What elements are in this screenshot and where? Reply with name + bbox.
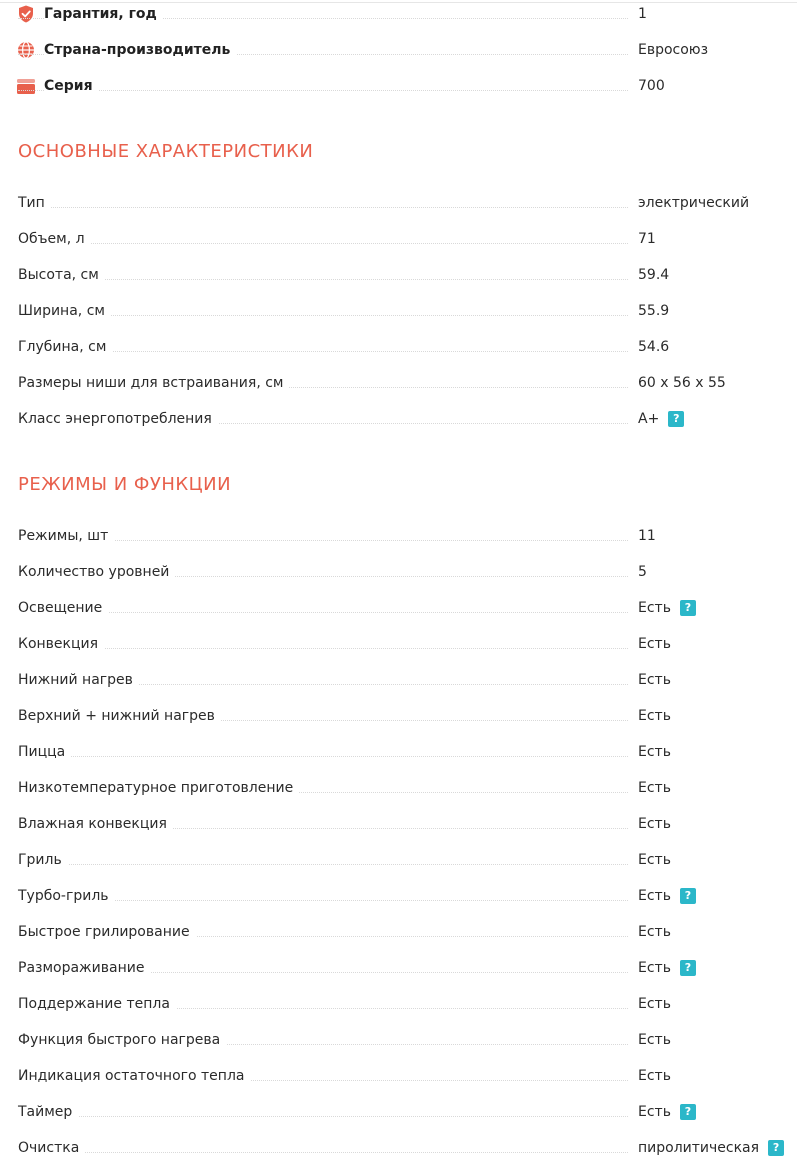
dotted-leader	[18, 279, 628, 280]
spec-row	[0, 921, 797, 943]
spec-label: Ширина, см	[18, 300, 111, 322]
spec-row-country	[0, 39, 797, 61]
spec-row	[0, 1101, 797, 1123]
spec-value: 1	[638, 6, 647, 22]
spec-value: Есть	[638, 636, 671, 652]
dotted-leader	[18, 1116, 628, 1117]
spec-label: Размеры ниши для встраивания, см	[18, 372, 289, 394]
spec-row	[0, 228, 797, 250]
spec-row	[0, 741, 797, 763]
spec-value: Есть	[638, 780, 671, 796]
spec-row-series	[0, 75, 797, 97]
spec-label: Конвекция	[18, 633, 104, 655]
spec-label: Глубина, см	[18, 336, 112, 358]
spec-label: Таймер	[18, 1101, 78, 1123]
spec-row	[0, 300, 797, 322]
dotted-leader	[18, 864, 628, 865]
spec-label: Режимы, шт	[18, 525, 114, 547]
dotted-leader	[18, 243, 628, 244]
dotted-leader	[18, 648, 628, 649]
spec-value: Есть ?	[638, 957, 696, 979]
spec-row	[0, 633, 797, 655]
spec-value: 55.9	[638, 303, 670, 319]
spec-row	[0, 264, 797, 286]
spec-row	[0, 669, 797, 691]
spec-row	[0, 777, 797, 799]
spec-row	[0, 705, 797, 727]
dotted-leader	[18, 207, 628, 208]
spec-value: Есть	[638, 672, 671, 688]
spec-row	[0, 408, 797, 430]
help-icon[interactable]: ?	[768, 1140, 784, 1156]
spec-value: Есть ?	[638, 885, 696, 907]
spec-label: Количество уровней	[18, 561, 175, 583]
spec-row	[0, 993, 797, 1015]
spec-row	[0, 372, 797, 394]
spec-value: Есть ?	[638, 597, 696, 619]
spec-row	[0, 849, 797, 871]
series-icon	[16, 77, 36, 95]
spec-value: 59.4	[638, 267, 670, 283]
spec-row	[0, 192, 797, 214]
spec-label: Тип	[18, 192, 51, 214]
section-heading-main-specs: ОСНОВНЫЕ ХАРАКТЕРИСТИКИ	[18, 141, 314, 162]
spec-row	[0, 1137, 797, 1159]
spec-value: Есть	[638, 708, 671, 724]
spec-label: Поддержание тепла	[18, 993, 176, 1015]
spec-label: Очистка	[18, 1137, 85, 1159]
spec-label: Освещение	[18, 597, 108, 619]
spec-value: Евросоюз	[638, 42, 709, 58]
dotted-leader	[18, 756, 628, 757]
spec-label: Нижний нагрев	[18, 669, 139, 691]
spec-value: 5	[638, 564, 647, 580]
dotted-leader	[18, 90, 628, 91]
spec-value: Есть	[638, 996, 671, 1012]
spec-value: Есть ?	[638, 1101, 696, 1123]
spec-row	[0, 1065, 797, 1087]
spec-label: Функция быстрого нагрева	[18, 1029, 226, 1051]
spec-row	[0, 885, 797, 907]
spec-label: Высота, см	[18, 264, 105, 286]
spec-value: Есть	[638, 744, 671, 760]
spec-value: 11	[638, 528, 656, 544]
help-icon[interactable]: ?	[680, 888, 696, 904]
spec-value: 54.6	[638, 339, 670, 355]
spec-row	[0, 1029, 797, 1051]
spec-value: 71	[638, 231, 656, 247]
help-icon[interactable]: ?	[680, 600, 696, 616]
spec-row	[0, 957, 797, 979]
spec-value: пиролитическая ?	[638, 1137, 784, 1159]
spec-row	[0, 336, 797, 358]
spec-label: Серия	[44, 75, 99, 97]
spec-value: Есть	[638, 1068, 671, 1084]
spec-row-warranty	[0, 3, 797, 25]
spec-value: Есть	[638, 852, 671, 868]
section-heading-modes: РЕЖИМЫ И ФУНКЦИИ	[18, 474, 232, 495]
spec-row	[0, 597, 797, 619]
spec-row	[0, 813, 797, 835]
help-icon[interactable]: ?	[680, 960, 696, 976]
spec-label: Турбо-гриль	[18, 885, 115, 907]
shield-check-icon	[16, 5, 36, 23]
help-icon[interactable]: ?	[680, 1104, 696, 1120]
spec-label: Гриль	[18, 849, 68, 871]
spec-label: Верхний + нижний нагрев	[18, 705, 221, 727]
spec-value: 700	[638, 78, 665, 94]
spec-value: Есть	[638, 816, 671, 832]
spec-label: Страна-производитель	[44, 39, 236, 61]
spec-value: электрический	[638, 195, 750, 211]
spec-label: Быстрое грилирование	[18, 921, 196, 943]
spec-label: Объем, л	[18, 228, 91, 250]
help-icon[interactable]: ?	[668, 411, 684, 427]
spec-label: Низкотемпературное приготовление	[18, 777, 299, 799]
globe-icon	[16, 41, 36, 59]
spec-label: Пицца	[18, 741, 71, 763]
spec-value: Есть	[638, 924, 671, 940]
spec-value: 60 x 56 x 55	[638, 375, 726, 391]
spec-row	[0, 525, 797, 547]
spec-label: Влажная конвекция	[18, 813, 173, 835]
spec-label: Индикация остаточного тепла	[18, 1065, 250, 1087]
spec-row	[0, 561, 797, 583]
spec-value: A+ ?	[638, 408, 684, 430]
spec-value: Есть	[638, 1032, 671, 1048]
spec-label: Гарантия, год	[44, 3, 163, 25]
spec-label: Размораживание	[18, 957, 150, 979]
dotted-leader	[18, 612, 628, 613]
dotted-leader	[18, 1152, 628, 1153]
spec-label: Класс энергопотребления	[18, 408, 218, 430]
